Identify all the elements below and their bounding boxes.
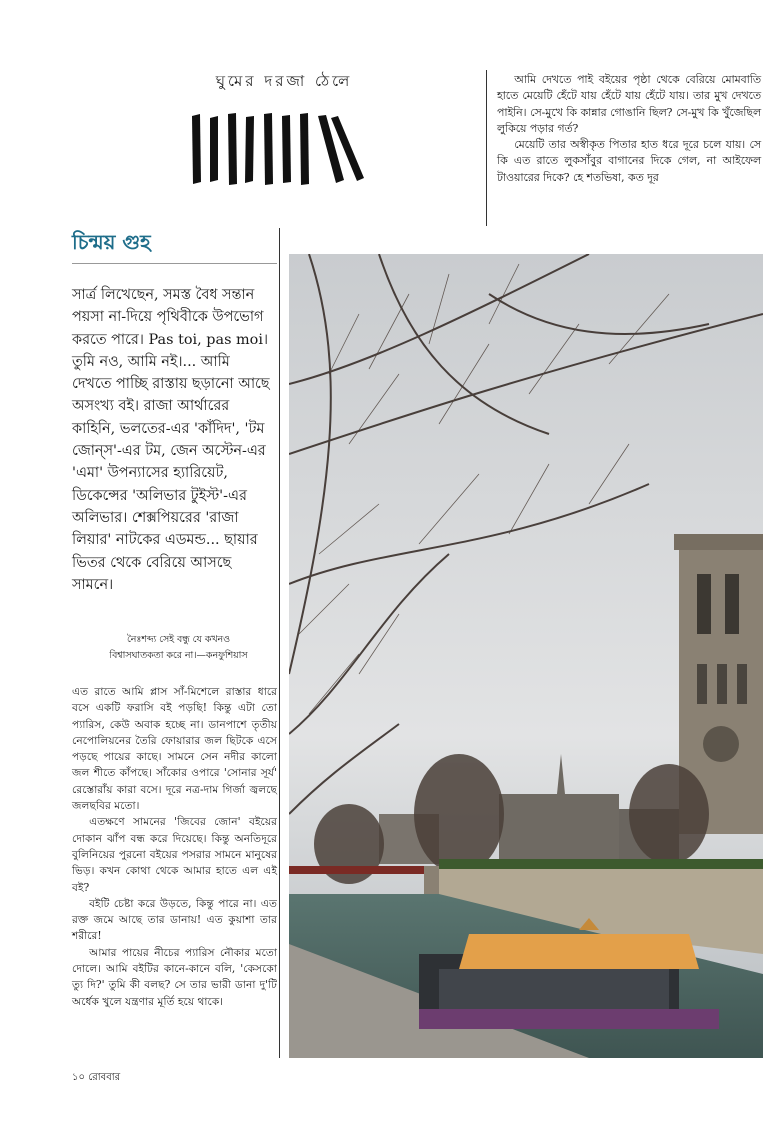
pull-quote	[86, 632, 271, 664]
page-number: ১০	[72, 1072, 85, 1083]
quote-line: বিশ্বাসঘাতকতা করে না।—কনফুশিয়াস	[109, 650, 248, 661]
quote-line: নৈঃশব্দ্য সেই বন্ধু যে কখনও	[126, 634, 231, 645]
body-paragraph: এতক্ষণে সামনের 'জিবের জোন' বইয়ের দোকান ঝাঁপ বন্ধ করে দিয়েছে। কিন্তু অনতিদূরে বুলিনিয়ের পুরনো বইয়ের পসরার সামনে মানুষের ভিড়। কখন কোথা থেকে আমার হাতে এল এই বই?	[72, 815, 277, 894]
body-paragraph: আমার পায়ের নীচের প্যারিস নৌকার মতো দোলে। আমি বইটির কানে-কানে বলি, 'কেসকো ত্যু দি?' তুমি কী বলছ? সে তার ভারী ডানা দু'টি অর্ধেক খুলে যন্ত্রণার মূর্তি হয়ে থাকে।	[72, 945, 277, 1008]
author-name: চিন্ময় গুহ	[72, 230, 151, 254]
series-title: ঘুমের দরজা ঠেলে	[215, 72, 353, 90]
body-text	[72, 684, 277, 1010]
lead-paragraph: সার্ত্র লিখেছেন, সমস্ত বৈধ সন্তান পয়সা না-দিয়ে পৃথিবীকে উপভোগ করতে পারে। Pas toi, pas moi। তুমি নও, আমি নই।... আমি দেখতে পাচ্ছি রাস্তায় ছড়ানো আছে অসংখ্য বই। রাজা আর্থারের কাহিনি, ভলতের-এর 'কাঁদিদ', 'টম জোন্‌স'-এর টম, জেন অস্টেন-এর 'এমা' উপন্যাসের হ্যারিয়েট, ডিকেন্সের 'অলিভার টুইস্ট'-এর অলিভার। শেক্সপিয়রের 'রাজা লিয়ার' নাটকের এডমন্ড... ছায়ার ভিতর থেকে বেরিয়ে আসছে সামনে।	[72, 287, 270, 593]
page-footer	[72, 1070, 120, 1087]
body-paragraph: এত রাতে আমি প্লাস সাঁ-মিশেলে রাস্তার ধারে বসে একটি ফরাসি বই পড়ছি! কিন্তু এটা তো প্যারিস, কেউ অবাক হচ্ছে না। ডানপাশে তৃতীয় নেপোলিয়নের তৈরি ফোয়ারার জল ছিটকে এসে পড়ছে পায়ের কাছে। সামনে সেন নদীর কালো জল শীতে কাঁপছে। সাঁকোর ওপারে 'সোনার সূর্য' রেস্তোরাঁয় কারা বসে। দূরে নত্র-দাম গির্জা জ্বলছে জলছবির মতো।	[72, 685, 277, 813]
column-divider-left	[279, 228, 280, 1058]
intro-paragraph: মেয়েটি তার অস্বীকৃত পিতার হাত ধরে দূরে চলে যায়। সে কি এত রাতে লুকসাঁবুর বাগানের দিকে গেল, না আইফেল টাওয়ারের দিকে? হে শতভিষা, কত দূর	[497, 138, 761, 184]
paris-photo	[289, 254, 763, 1058]
series-logo	[188, 108, 368, 188]
author-divider	[72, 263, 277, 264]
intro-paragraph: আমি দেখতে পাই বইয়ের পৃষ্ঠা থেকে বেরিয়ে মোমবাতি হাতে মেয়েটি হেঁটে যায় হেঁটে যায় হেঁটে যায়। তার মুখ দেখতে পাইনি। সে-মুখে কি কান্নার গোঙানি ছিল? সে-মুখ কি খুঁজেছিল লুকিয়ে পড়ার গর্ত?	[497, 73, 761, 135]
intro-column	[497, 72, 761, 186]
magazine-name: রোববার	[88, 1072, 121, 1083]
column-divider-top	[486, 70, 487, 226]
body-paragraph: বইটি চেষ্টা করে উড়তে, কিন্তু পারে না। এত রক্ত জমে আছে তার ডানায়! এত কুয়াশা তার শরীরে!	[72, 896, 277, 943]
quay-hedge	[439, 859, 763, 869]
